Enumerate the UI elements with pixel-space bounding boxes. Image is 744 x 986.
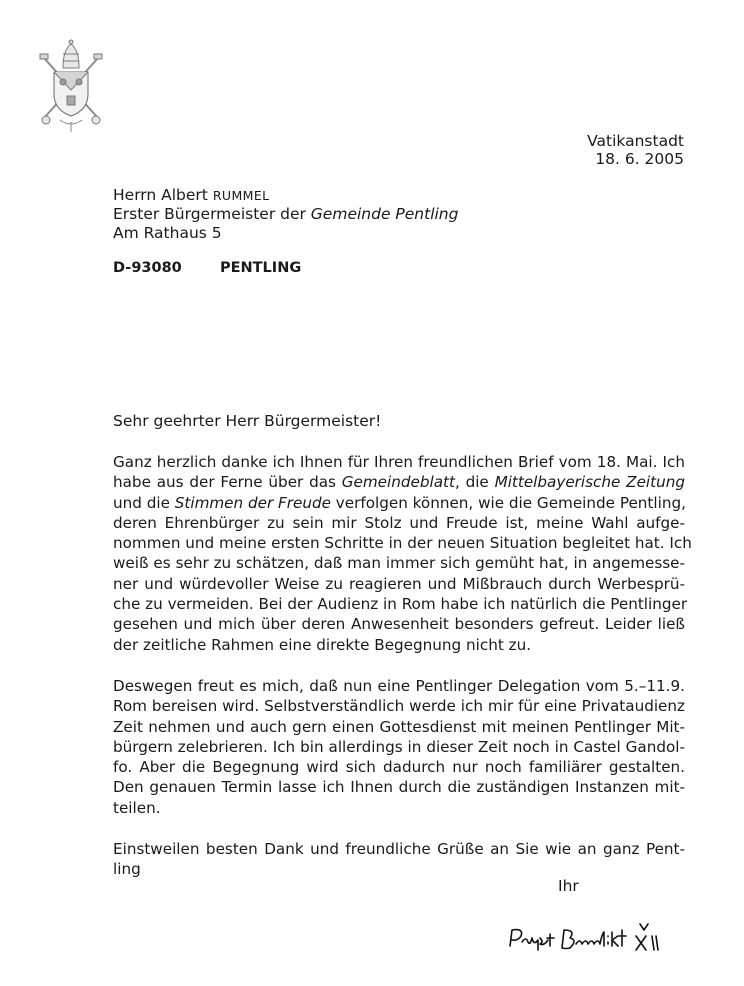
- body-line: [113, 798, 685, 818]
- body-line: [113, 493, 685, 513]
- body-text: verfolgen können, wie die Gemeinde Pentling,: [330, 493, 686, 512]
- body-line: [113, 696, 685, 716]
- body-line: [113, 737, 685, 757]
- body-line: [113, 839, 685, 859]
- body-text: Ganz herzlich danke ich Ihnen für Ihren freundlichen Brief vom 18. Mai. Ich: [113, 453, 685, 471]
- emphasized-text: Mittelbayerische Zeitung: [494, 473, 685, 492]
- body-text: Den genauen Termin lasse ich Ihnen durch die zuständigen Instanzen mit-: [113, 778, 685, 797]
- body-text: bürgern zelebrieren. Ich bin allerdings in dieser Zeit noch in Castel Gandol-: [113, 737, 685, 756]
- body-text: weiß es sehr zu schätzen, daß man immer sich gemüht hat, in angemesse-: [113, 554, 685, 573]
- recipient-title-prefix: Erster Bürgermeister der: [113, 205, 311, 223]
- body-text: che zu vermeiden. Bei der Audienz in Rom habe ich natürlich die Pentlinger: [113, 595, 688, 614]
- body-line: [113, 472, 685, 492]
- body-line: [113, 676, 685, 696]
- body-text: Rom bereisen wird. Selbstverständlich werde ich mir für eine Privataudienz: [113, 697, 685, 716]
- body-text: deren Ehrenbürger zu sein mir Stolz und Freude ist, meine Wahl aufge-: [113, 513, 685, 532]
- body-text: habe aus der Ferne über das: [113, 473, 342, 492]
- body-text: teilen.: [113, 798, 161, 817]
- body-line: [113, 859, 685, 879]
- body-text: und die: [113, 493, 175, 512]
- body-line: [113, 513, 685, 533]
- emphasized-text: Gemeindeblatt: [341, 473, 455, 492]
- body-line: [113, 717, 685, 737]
- recipient-address: [113, 186, 458, 243]
- body-line: [113, 553, 685, 573]
- papal-coat-of-arms-icon: [36, 38, 106, 134]
- body-line: [113, 574, 685, 594]
- recipient-title-line: [113, 205, 458, 224]
- recipient-street: Am Rathaus 5: [113, 224, 222, 242]
- body-paragraph: [113, 676, 685, 818]
- place: Vatikanstadt: [587, 132, 684, 150]
- body-line: [113, 452, 685, 472]
- recipient-name-line: [113, 186, 458, 205]
- body-line: [113, 635, 685, 655]
- postal-code: D-93080: [113, 260, 182, 276]
- body-text: ling: [113, 860, 141, 879]
- body-text: Einstweilen besten Dank und freundliche Grüße an Sie wie an ganz Pent-: [113, 840, 685, 859]
- body-text: Deswegen freut es mich, daß nun eine Pentlinger Delegation vom 5.–11.9.: [113, 676, 685, 695]
- body-line: [113, 533, 692, 553]
- body-paragraph: [113, 839, 685, 880]
- recipient-name-prefix: Herrn Albert: [113, 186, 213, 204]
- body-line: [113, 614, 685, 634]
- body-line: [113, 594, 688, 614]
- emphasized-text: Stimmen der Freude: [174, 493, 331, 512]
- body-text: ner und würdevoller Weise zu reagieren und Mißbrauch durch Werbesprü-: [113, 574, 685, 593]
- postal-line: [113, 259, 301, 277]
- body-line: [113, 777, 685, 797]
- body-text: , die: [454, 473, 495, 492]
- body-line: [113, 757, 685, 777]
- body-text: gesehen und mich über deren Anwesenheit besonders gefreut. Leider ließ: [113, 615, 685, 634]
- body-paragraph: [113, 452, 692, 655]
- recipient-surname: RUMMEL: [212, 188, 270, 203]
- signature-icon: [504, 916, 669, 962]
- recipient-municipality: Gemeinde Pentling: [310, 205, 459, 223]
- body-text: nommen und meine ersten Schritte in der neuen Situation begleitet hat. Ich: [113, 534, 692, 553]
- letter-body: [113, 452, 692, 901]
- body-text: fo. Aber die Begegnung wird sich dadurch nur noch familiärer gestalten.: [113, 758, 685, 777]
- city: PENTLING: [220, 260, 302, 276]
- place-date-block: [587, 132, 684, 168]
- body-text: Zeit nehmen und auch gern einen Gottesdienst mit meinen Pentlinger Mit-: [113, 717, 685, 736]
- salutation: Sehr geehrter Herr Bürgermeister!: [113, 412, 382, 430]
- closing: Ihr: [558, 877, 579, 895]
- date: 18. 6. 2005: [595, 150, 684, 168]
- body-text: der zeitliche Rahmen eine direkte Begegnung nicht zu.: [113, 635, 532, 654]
